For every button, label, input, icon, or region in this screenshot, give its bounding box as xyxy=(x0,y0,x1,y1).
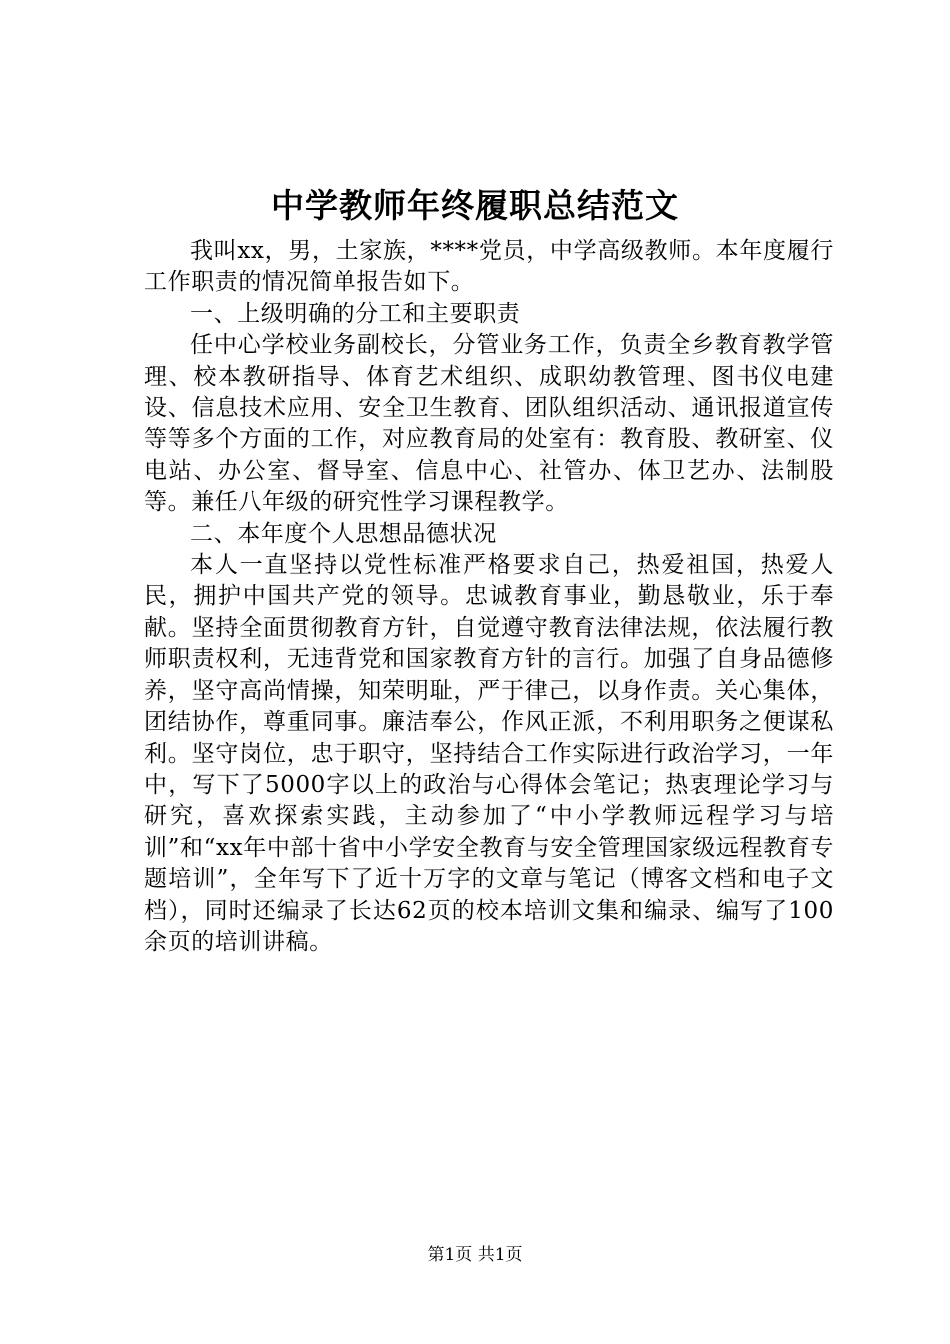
paragraph-intro: 我叫xx，男，土家族，****党员，中学高级教师。本年度履行工作职责的情况简单报告如下。 xyxy=(144,238,834,296)
document-body xyxy=(144,236,834,958)
document-title: 中学教师年终履职总结范文 xyxy=(271,186,679,225)
page-number-footer: 第1页 共1页 xyxy=(427,1245,523,1265)
section-heading-conduct: 二、本年度个人思想品德状况 xyxy=(190,520,497,547)
paragraph-duties: 任中心学校业务副校长，分管业务工作，负责全乡教育教学管理、校本教研指导、体育艺术组织、成职幼教管理、图书仪电建设、信息技术应用、安全卫生教育、团队组织活动、通讯报道宣传等等多个方面的工作，对应教育局的处室有：教育股、教研室、仪电站、办公室、督导室、信息中心、社管办、体卫艺办、法制股等。兼任八年级的研究性学习课程教学。 xyxy=(144,332,834,516)
paragraph-conduct: 本人一直坚持以党性标准严格要求自己，热爱祖国，热爱人民，拥护中国共产党的领导。忠诚教育事业，勤恳敬业，乐于奉献。坚持全面贯彻教育方针，自觉遵守教育法律法规，依法履行教师职责权利，无违背党和国家教育方针的言行。加强了自身品德修养，坚守高尚情操，知荣明耻，严于律己，以身作责。关心集体，团结协作，尊重同事。廉洁奉公，作风正派，不利用职务之便谋私利。坚守岗位，忠于职守，坚持结合工作实际进行政治学习，一年中，写下了5000字以上的政治与心得体会笔记；热衷理论学习与研究，喜欢探索实践，主动参加了“中小学教师远程学习与培训”和“xx年中部十省中小学安全教育与安全管理国家级远程教育专题培训”，全年写下了近十万字的文章与笔记（博客文档和电子文档），同时还编录了长达62页的校本培训文集和编录、编写了100余页的培训讲稿。 xyxy=(144,552,834,955)
section-heading-duties: 一、上级明确的分工和主要职责 xyxy=(190,300,521,327)
